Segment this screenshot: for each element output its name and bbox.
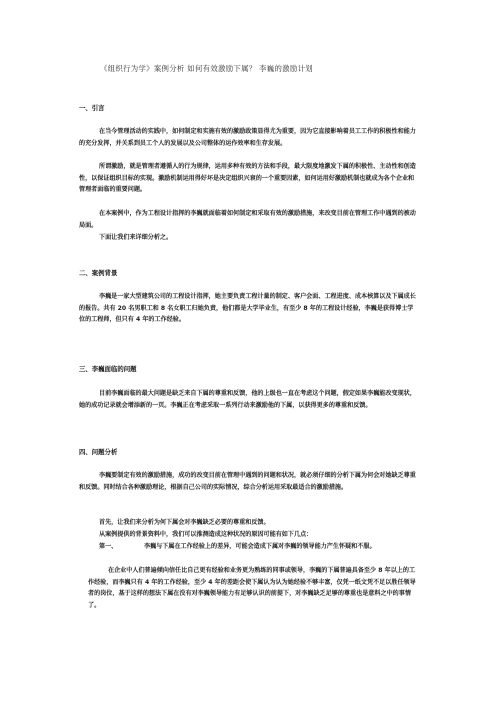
section-heading-intro: 一、引言 xyxy=(79,104,105,112)
analysis-list-item xyxy=(99,541,419,553)
list-item-text: 李巍与下属在工作经验上的差异，可能会造成下属对李巍的领导能力产生怀疑和不服。 xyxy=(144,543,376,550)
document-title: 《组织行为学》案例分析 如何有效激励下属？ 李巍的激励计划 xyxy=(100,64,313,73)
analysis-line-1: 首先，让我们来分析为何下属会对李巍缺乏必要的尊重和反馈。 xyxy=(99,519,270,526)
intro-paragraph-3: 在本案例中，作为工程设计指挥的李巍就面临着如何制定和采取有效的激励措施，来改变目前在管理工作中遇到的被动局面。 xyxy=(79,210,416,229)
analysis-closing-paragraph: 在企业中人们普遍倾向信任比自己更有经验和业务更为熟练的同事或领导，李巍的下属普遍具备至少 8 年以上的工作经验，而李巍只有 4 年的工作经验，至少 4 年的差距会使下属认为认为她经验不够丰富，仅凭一纸文凭不足以胜任领导者的岗位，基于这样的想法下属在没有对李巍领导能力有足够认识的前提下，对李巍缺乏足够的尊重也是意料之中的事情了。 xyxy=(88,567,416,609)
intro-paragraph-1: 在当今管理活动的实践中，如何制定和实施有效的激励政策显得尤为重要，因为它直接影响着员工工作的积极性和能力的充分发挥，并关系到员工个人的发展以及公司整体的运作效率和生存发展。 xyxy=(79,128,416,147)
analysis-paragraph: 李巍要制定有效的激励措施，成功的改变目前在管理中遇到的问题和状况，就必须仔细的分析下属为何会对她缺乏尊重和反馈。同时结合各种激励理论，根据自己公司的实际情况，综合分析运用采取最适合的激励措施。 xyxy=(79,472,416,491)
section-heading-analysis: 四、问题分析 xyxy=(79,448,118,456)
analysis-line-2: 从案例提供的背景资料中，我们可以推测造成这种状况的原因可能有如下几点： xyxy=(99,531,313,538)
list-item-number: 第一、 xyxy=(99,543,118,550)
problem-paragraph: 目前李巍面临的最大问题是缺乏来自下属的尊重和反馈，他的上级也一直在考虑这个问题，假定如果李巍能改变现状，她的成功记录就会增添新的一页。李巍正在考虑采取一系列行动来激励他的下属，以获得更多的尊重和反馈。 xyxy=(79,390,416,409)
section-heading-problem: 三、李巍面临的问题 xyxy=(79,365,137,373)
intro-paragraph-2: 所谓激励，就是管理者遵循人的行为规律，运用多种有效的方法和手段，最大限度地激发下属的积极性、主动性和创造性，以保证组织目标的实现。激励机制运用得好坏是决定组织兴衰的一个重要因素，如何运用好激励机制也就成为各个企业和管理者面临的重要问题。 xyxy=(79,163,416,194)
intro-paragraph-4: 下面让我们来详细分析之。 xyxy=(99,234,173,241)
section-heading-background: 二、案例背景 xyxy=(79,269,118,277)
background-paragraph: 李巍是一家大型建筑公司的工程设计指挥，她主要负责工程计量的制定、客户会面、工程进度、成本核算以及下属成长的报告。共有 20 名男职工和 8 名女职工归她负责，他们都是大学毕业生，有至少 8 年的工程设计经验，李巍是获得博士学位的工程师，但只有 4 年的工作经验。 xyxy=(79,293,416,324)
